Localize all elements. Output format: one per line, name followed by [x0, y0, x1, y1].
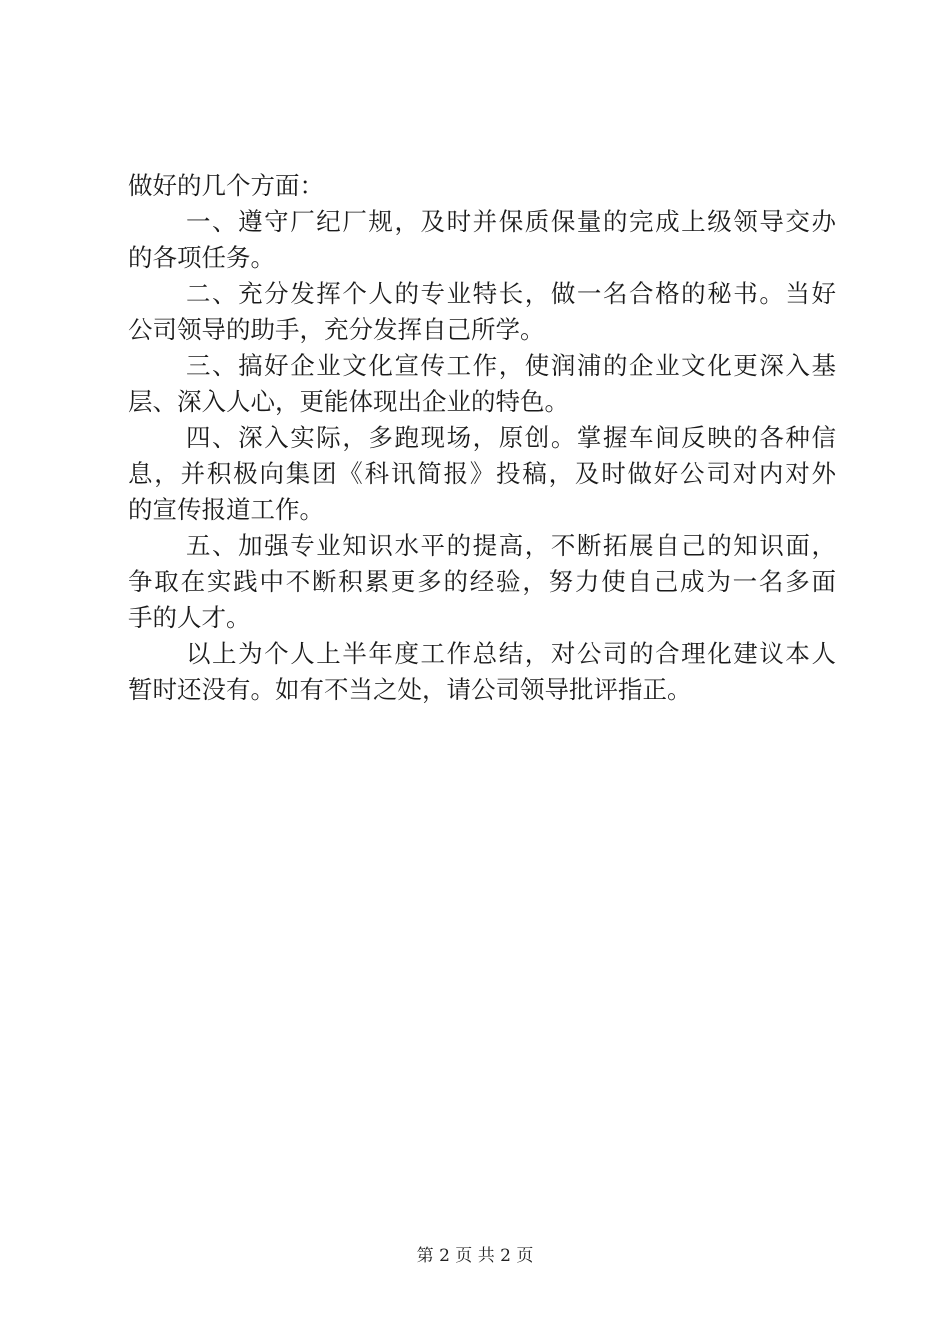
text-line: 四、深入实际，多跑现场，原创。掌握车间反映的各种信: [186, 423, 836, 452]
document-body: [128, 168, 836, 708]
text-line: 的宣传报道工作。: [128, 495, 324, 524]
page-footer: [0, 1244, 950, 1268]
text-line: 三、搞好企业文化宣传工作，使润浦的企业文化更深入基: [186, 351, 836, 380]
text-line: 做好的几个方面：: [128, 171, 324, 200]
text-line: 争取在实践中不断积累更多的经验，努力使自己成为一名多面: [128, 567, 836, 596]
text-line: 五、加强专业知识水平的提高，不断拓展自己的知识面，: [186, 531, 836, 560]
text-line: 息，并积极向集团《科讯简报》投稿，及时做好公司对内对外: [128, 459, 836, 488]
text-line: 一、遵守厂纪厂规，及时并保质保量的完成上级领导交办: [186, 207, 836, 236]
text-line: 二、充分发挥个人的专业特长，做一名合格的秘书。当好: [186, 279, 836, 308]
text-line: 的各项任务。: [128, 243, 275, 272]
text-line: 公司领导的助手，充分发挥自己所学。: [128, 315, 545, 344]
page-number-label: 第 2 页 共 2 页: [416, 1246, 534, 1266]
text-line: 暂时还没有。如有不当之处，请公司领导批评指正。: [128, 675, 692, 704]
text-line: 手的人才。: [128, 603, 251, 632]
text-line: 以上为个人上半年度工作总结，对公司的合理化建议本人: [186, 639, 836, 668]
text-line: 层、深入人心，更能体现出企业的特色。: [128, 387, 569, 416]
